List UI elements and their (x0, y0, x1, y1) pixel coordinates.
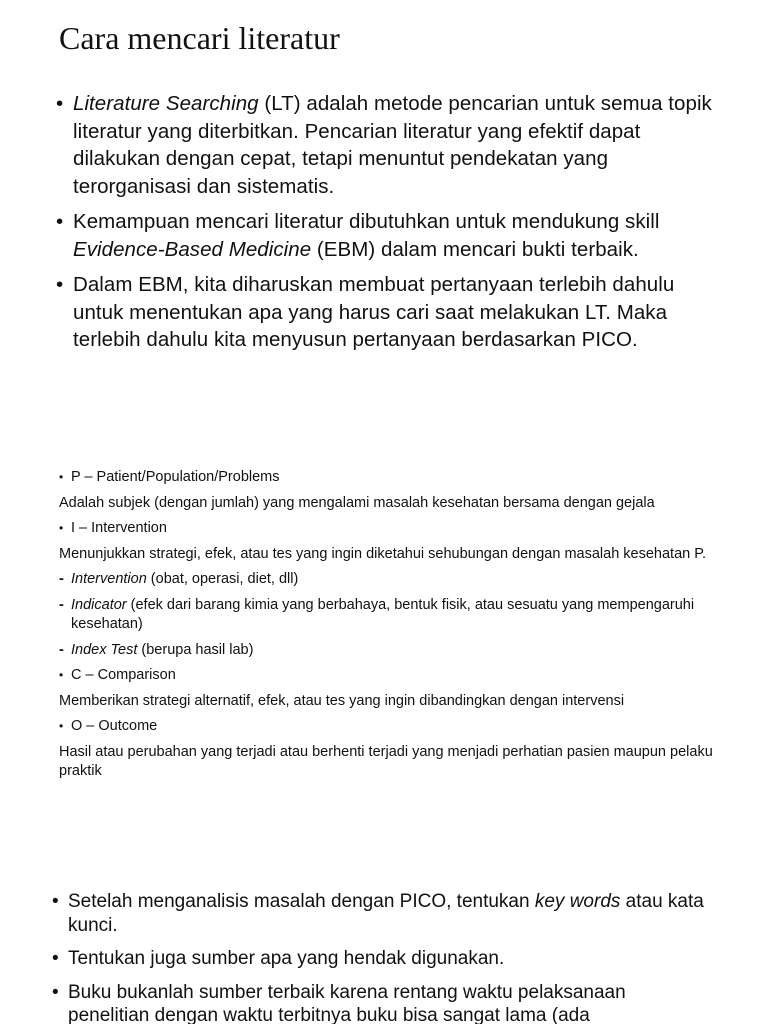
pico-i-item-intervention (59, 570, 719, 590)
pico-p-description: Adalah subjek (dengan jumlah) yang mengalami masalah kesehatan bersama dengan gejala (59, 494, 655, 511)
pico-o-description: Hasil atau perubahan yang terjadi atau berhenti terjadi yang menjadi perhatian pasien maupun pelaku praktik (59, 743, 713, 779)
bullet-pico-question (56, 271, 716, 354)
pico-c-heading: • C – Comparison (59, 666, 719, 686)
bullet-literature-searching (56, 90, 716, 200)
bullet-text: Buku bukanlah sumber terbaik karena rentang waktu pelaksanaan penelitian dengan waktu terbitnya buku bisa sangat lama (ada (68, 981, 626, 1024)
item-text: (efek dari barang kimia yang berbahaya, bentuk fisik, atau sesuatu yang mempengaruhi kesehatan) (71, 596, 695, 632)
term-key-words: key words (534, 891, 621, 912)
main-bullet-list (56, 90, 716, 362)
bullet-text: Kemampuan mencari literatur dibutuhkan untuk mendukung skill (73, 210, 660, 233)
pico-o-heading: • O – Outcome (59, 717, 719, 737)
item-text: (berupa hasil lab) (137, 641, 254, 658)
page-title: Cara mencari literatur (59, 20, 340, 56)
term-literature-searching: Literature Searching (73, 92, 259, 115)
item-text: (obat, operasi, diet, dll) (146, 571, 299, 587)
pico-p-heading: • P – Patient/Population/Problems (59, 468, 719, 488)
term-index-test: Index Test (71, 641, 138, 658)
pico-i-heading: • I – Intervention (59, 519, 719, 539)
bullet-text: (LT) adalah metode pencarian untuk semua topik literatur yang diterbitkan. Pencarian literatur yang efektif dapat dilakukan dengan cepat, tetapi menuntut pendekatan yang terorganisasi dan sistematis. (73, 92, 712, 198)
pico-i-item-index-test (59, 641, 719, 661)
pico-section (59, 468, 719, 788)
bullet-key-words (52, 890, 712, 937)
bullet-text: Tentukan juga sumber apa yang hendak digunakan. (68, 948, 505, 969)
pico-i-item-indicator (59, 596, 719, 635)
pico-i-description: Menunjukkan strategi, efek, atau tes yang ingin diketahui sehubungan dengan masalah kesehatan P. (59, 545, 707, 562)
bottom-bullet-list (52, 890, 712, 1024)
bullet-ebm-skill (56, 208, 716, 263)
bullet-text: Setelah menganalisis masalah dengan PICO, tentukan (68, 891, 535, 912)
pico-c-description: Memberikan strategi alternatif, efek, atau tes yang ingin dibandingkan dengan intervensi (59, 692, 625, 709)
term-evidence-based-medicine: Evidence-Based Medicine (73, 237, 312, 261)
term-indicator: Indicator (71, 596, 127, 613)
bullet-text: (EBM) dalam mencari bukti terbaik. (311, 237, 639, 261)
bullet-text: Dalam EBM, kita diharuskan membuat pertanyaan terlebih dahulu untuk menentukan apa yang harus cari saat melakukan LT. Maka terlebih dahulu kita menyusun pertanyaan berdasarkan PICO. (73, 273, 675, 351)
bullet-source (52, 947, 712, 971)
term-intervention: Intervention (71, 571, 147, 587)
bullet-books (52, 981, 712, 1024)
bullet-text: atau kata kunci. (68, 891, 704, 936)
